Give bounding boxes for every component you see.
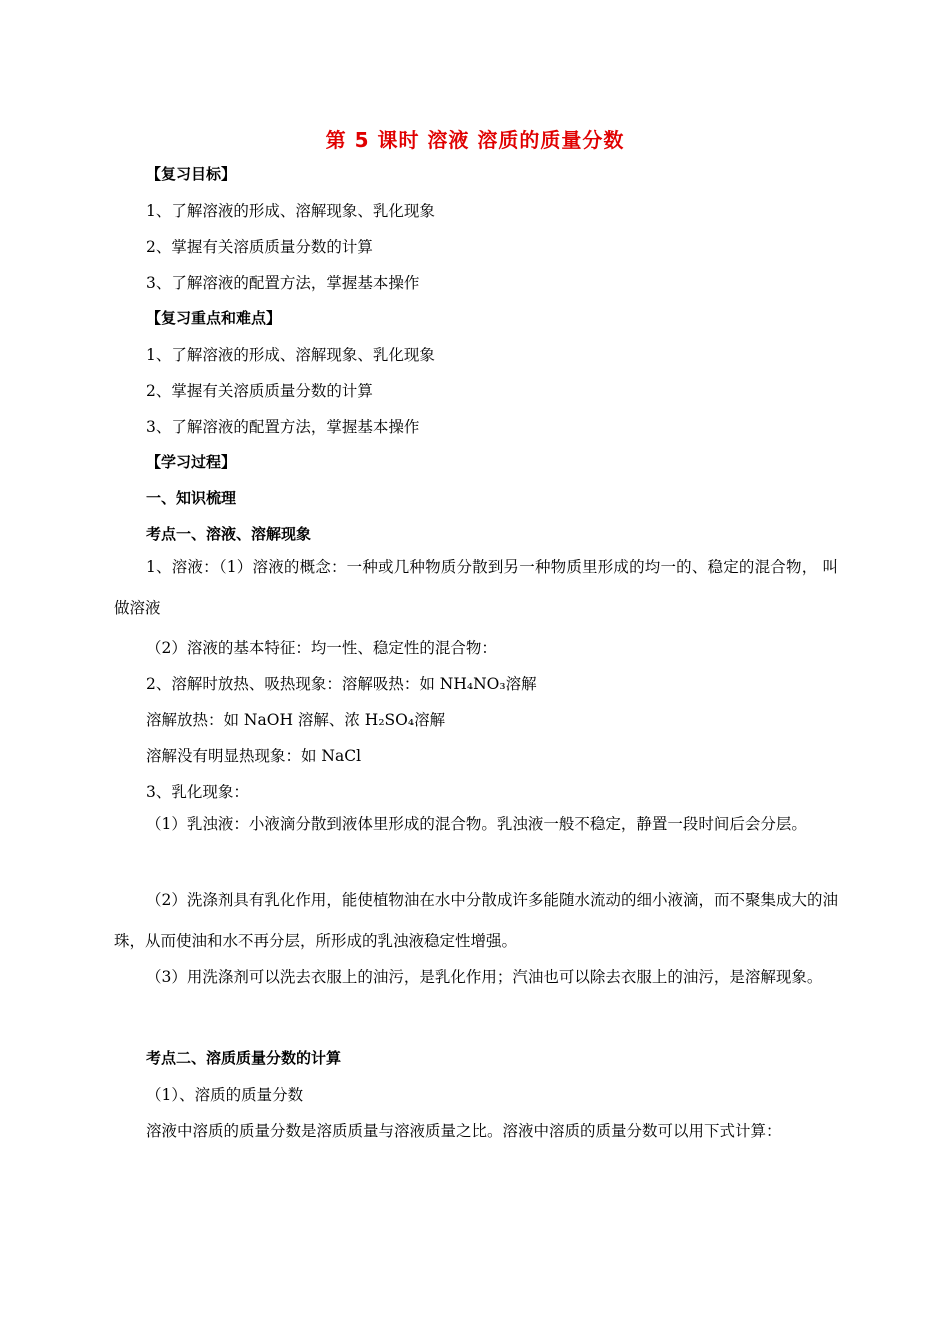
- review-goal-item: 2、掌握有关溶质质量分数的计算: [146, 238, 373, 256]
- paragraph-emulsion-2: （2）洗涤剂具有乳化作用，能使植物油在水中分散成许多能随水流动的细小液滴，而不聚集成大的油珠，从而使油和水不再分层，所形成的乳浊液稳定性增强。: [114, 891, 838, 950]
- kaodian-1-heading: 考点一、溶液、溶解现象: [146, 525, 312, 543]
- process-heading: 【学习过程】: [146, 453, 237, 471]
- paragraph-solution-concept: 1、溶液：（1）溶液的概念：一种或几种物质分散到另一种物质里形成的均一的、稳定的混合物， 叫做溶液: [114, 558, 838, 617]
- paragraph-mass-fraction-title: （1）、溶质的质量分数: [146, 1086, 304, 1104]
- paragraph-emulsion-1: （1）乳浊液：小液滴分散到液体里形成的混合物。乳浊液一般不稳定，静置一段时间后会分层。: [146, 815, 807, 833]
- kaodian-2-heading: 考点二、溶质质量分数的计算: [146, 1049, 342, 1067]
- review-goal-item: 3、了解溶液的配置方法，掌握基本操作: [146, 274, 420, 292]
- paragraph-no-heat: 溶解没有明显热现象：如 NaCl: [146, 747, 362, 765]
- paragraph-heat-absorb: 2、溶解时放热、吸热现象：溶解吸热：如 NH₄NO₃溶解: [146, 675, 537, 693]
- review-goals-heading: 【复习目标】: [146, 165, 237, 183]
- paragraph-emulsion-heading: 3、乳化现象：: [146, 783, 249, 801]
- key-point-item: 2、掌握有关溶质质量分数的计算: [146, 382, 373, 400]
- key-point-item: 3、了解溶液的配置方法，掌握基本操作: [146, 418, 420, 436]
- key-points-heading: 【复习重点和难点】: [146, 309, 282, 327]
- paragraph-heat-release: 溶解放热：如 NaOH 溶解、浓 H₂SO₄溶解: [146, 711, 446, 729]
- review-goal-item: 1、了解溶液的形成、溶解现象、乳化现象: [146, 202, 435, 220]
- section-heading: 一、知识梳理: [146, 489, 237, 507]
- paragraph-solution-features: （2）溶液的基本特征：均一性、稳定性的混合物：: [146, 639, 497, 657]
- page-title: 第 5 课时 溶液 溶质的质量分数: [325, 128, 625, 152]
- key-point-item: 1、了解溶液的形成、溶解现象、乳化现象: [146, 346, 435, 364]
- paragraph-emulsion-3: （3）用洗涤剂可以洗去衣服上的油污，是乳化作用；汽油也可以除去衣服上的油污，是溶解现象。: [146, 968, 823, 986]
- paragraph-mass-fraction-def: 溶液中溶质的质量分数是溶质质量与溶液质量之比。溶液中溶质的质量分数可以用下式计算：: [146, 1122, 782, 1140]
